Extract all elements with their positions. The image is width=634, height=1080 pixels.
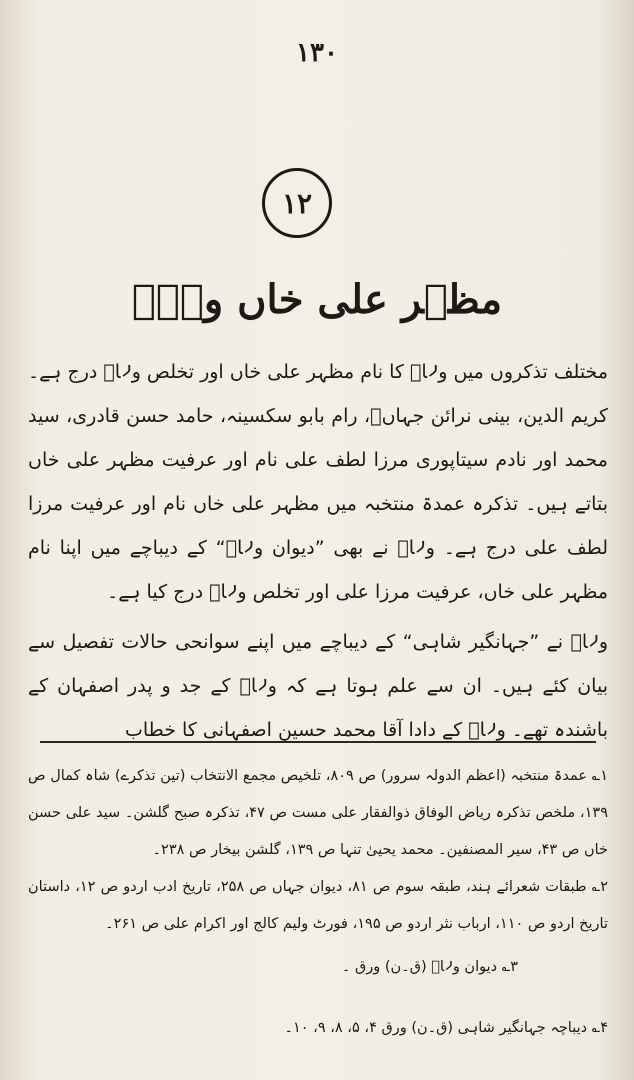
footnotes [28,758,608,1047]
footnote: ۴؎ دیباچہ جہانگیر شاہی (ق۔ن) ورق ۴، ۵، ۸، ۹، ۱۰۔ [284,1020,608,1036]
footnote: ۱؎ عمدۃ منتخبہ (اعظم الدولہ سرور) ص ۸۰۹، تلخیص مجمع الانتخاب (تین تذکرے) شاہ کمال ص ۱۳۹، ملخص تذکرہ ریاض الوفاق ذوالفقار علی مست ص ۴۷، تذکرہ صبح گلشن۔ سید علی حسن خاں ص ۴۳، سیر المصنفین۔ محمد یحییٰ تنہا ص ۱۳۹، گلشن بیخار ص ۲۳۸۔ [28,768,608,858]
footnote: ۳؎ دیوان ولاؔ (ق۔ن) ورق ۔ [341,959,518,975]
paragraph: مختلف تذکروں میں ولاؔ کا نام مظہر علی خاں اور تخلص ولاؔ درج ہے۔ کریم الدین، بینی نرائن جہاںؔ، رام بابو سکسینہ، حامد حسن قادری، سید محمد اور نادم سیتاپوری مرزا لطف علی نام اور عرفیت مظہر علی خاں بتاتے ہیں۔ تذکرہ عمدۃ منتخبہ میں مظہر علی خاں نام اور عرفیت مرزا لطف علی درج ہے۔ ولاؔ نے بھی ”دیوان ولاؔ“ کے دیباچے میں اپنا نام مظہر علی خاں، عرفیت مرزا علی اور تخلص ولاؔ درج کیا ہے۔ [28,361,608,603]
footnote: ۲؎ طبقات شعرائے ہند، طبقہ سوم ص ۸۱، دیوان جہاں ص ۲۵۸، تاریخ ادب اردو ص ۱۲، داستان تاریخ اردو ص ۱۱۰، ارباب نثر اردو ص ۱۹۵، فورٹ ولیم کالج اور اکرام علی ص ۲۶۱۔ [28,879,608,932]
footnote-divider [40,741,596,743]
chapter-number: ١٢ [281,186,313,220]
chapter-number-circle [262,168,332,238]
paragraph: ولاؔ نے ”جہانگیر شاہی“ کے دیباچے میں اپنے سوانحی حالات تفصیل سے بیان کئے ہیں۔ ان سے علم ہوتا ہے کہ ولاؔ کے جد و پدر اصفہان کے باشندہ تھے۔ ولاؔ کے دادا آقا محمد حسین اصفہانی کا خطاب [28,631,608,741]
chapter-title: مظہر علی خاں ولاؔ [131,276,503,323]
page-number: ١٣٠ [296,38,338,68]
body-text [28,350,608,752]
